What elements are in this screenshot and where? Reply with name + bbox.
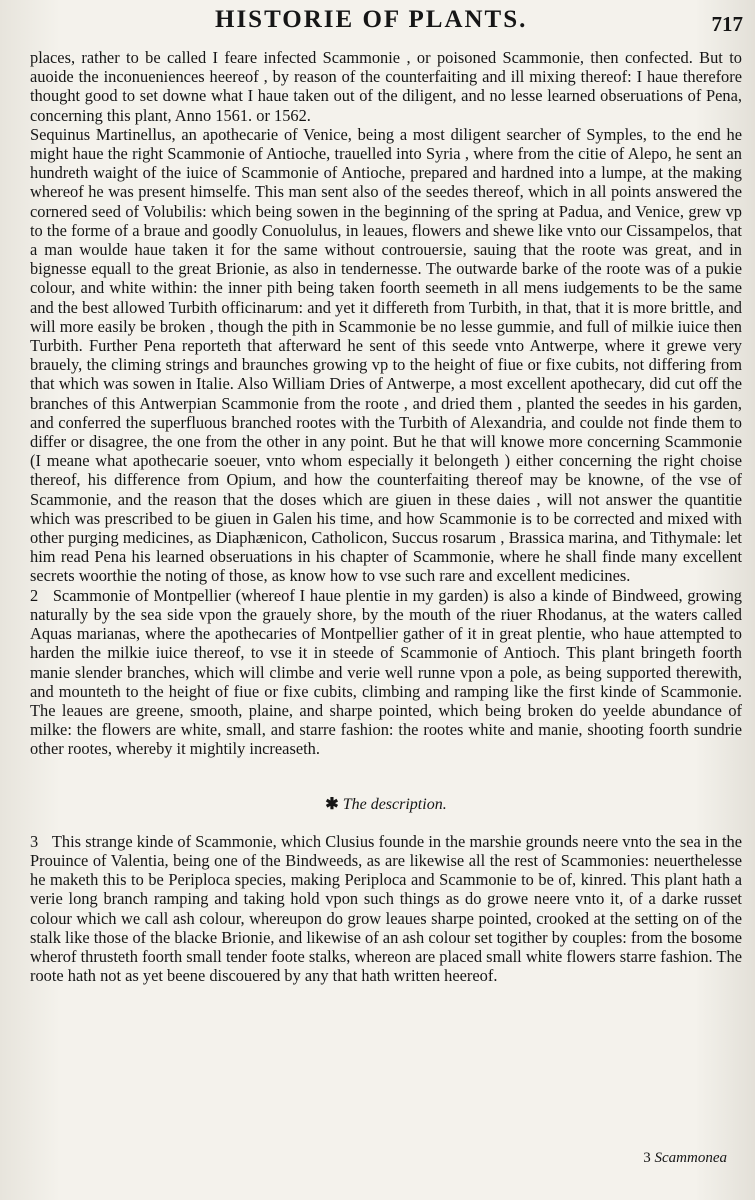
paragraph-number: 3: [30, 831, 39, 851]
catchword-word: Scammonea: [654, 1150, 727, 1166]
paragraph-text: This strange kinde of Scammonie, which Clusius founde in the marshie grounds neere vnto the sea in the Prouince of Valentia, being one of the Bindweeds, as are likewise all the rest of Scammonies: neuerthelesse he maketh this to be Periploca species, making Periploca and Scammonie to be of, kinred. This plant hath a verie long branch ramping and taking hold vpon such things as do growe neere vnto it, of a darke russet colour which we call ash colour, whereupon do grow leaues sharpe pointed, crooked at the setting on of the stalk like those of the blacke Brionie, and likewise of an ash colour set togither by couples: from the bosome wherof thrusteth foorth small tender foote stalks, whereon are placed small white flowers starre fashion. The roote hath not as yet beene discouered by any that hath written heereof.: [30, 831, 742, 986]
asterisk-ornament: ✱: [325, 795, 339, 813]
paragraph-text: Sequinus Martinellus, an apothecarie of Venice, being a most diligent searcher of Symples, to the end he might haue the right Scammonie of Antioche, trauelled into Syria , where from the citie of Alepo, he sent an hundreth waight of the iuice of Scammonie of Antioche, prepared and hardned into a lumpe, at the making whereof he was present himselfe. This man sent also of the seedes thereof, which in all points answered the cornered seed of Volubilis: which being sowen in the beginning of the spring at Padua, and Venice, grew vp to the forme of a braue and goodly Conuolulus, in leaues, flowers and shewe like vnto our Cissampelos, that a man woulde haue taken it for the same without controuersie, sauing that the roote was great, and in bignesse equall to the great Brionie, as also in tendernesse. The outwarde barke of the roote was of a pukie colour, and white within: the inner pith being taken foorth seemeth in all mens iudgements to be the same and the best allowed Turbith officinarum: and yet it differeth from Turbith, in that, that it is more brittle, and will more easily be broken , though the pith in Scammonie be no lesse gummie, and full of milkie iuice then Turbith. Further Pena reporteth that afterward he sent of this seede vnto Antwerpe, where it grewe very brauely, the climing strings and braunches growing vp to the height of fiue or fixe cubits, not differing from that which was sowen in Italie. Also William Dries of Antwerpe, a most excellent apothecary, did cut off the branches of this Antwerpian Scammonie from the roote , and dried them , planted the seedes in his garden, and conferred the superfluous branched rootes with the Turbith of Alexandria, and coulde not finde them to differ or disagree, the one from the other in any point. But he that will knowe more concerning Scammonie (I meane what apothecarie soeuer, vnto whom especially it belongeth ) either concerning the right choise thereof, his difference from Opium, and how the counterfaiting thereof may be knowne, of the vse of Scammonie, and the reason that the doses which are giuen in these daies , will not answer the quantitie which was prescribed to be giuen in Galen his time, and how Scammonie is to be corrected and mixed with other purging medicines, as Diaphænicon, Catholicon, Succus rosarum , Brassica marina, and Tithymale: let him read Pena his learned obseruations in his chapter of Scammonie, where he shall finde many excellent secrets woorthie the noting of those, as know how to vse such rare and excellent medicines.: [30, 124, 742, 586]
page-number: 717: [711, 12, 743, 36]
paragraph: [30, 586, 742, 759]
paragraph-number: 2: [30, 585, 39, 605]
paragraph-text: Scammonie of Montpellier (whereof I haue plentie in my garden) is also a kinde of Bindweed, growing naturally by the sea side vpon the grauely shore, by the mouth of the riuer Rhodanus, at the waters called Aquas marianas, where the apothecaries of Montpellier gather of it in great plentie, who haue attempted to harden the milkie iuice thereof, to vse it in steede of Scammonie of Antioch. This plant bringeth foorth manie slender branches, which will climbe and verie well runne vpon a pole, as being supported therewith, and mounteth to the height of fiue or fixe cubits, climbing and ramping like the first kinde of Scammonie. The leaues are greene, smooth, plaine, and sharpe pointed, which being broken do yeelde abundance of milke: the flowers are white, small, and starre fashion: the rootes white and manie, shooting foorth sundrie other rootes, whereby it mightily increaseth.: [30, 585, 742, 759]
page-header: [0, 6, 755, 40]
paragraph-text: places, rather to be called I feare infected Scammonie , or poisoned Scammonie, then confected. But to auoide the inconueniences heereof , by reason of the counterfaiting and ill mixing thereof: I haue therefore thought good to set downe what I haue taken out of the diligent, and no lesse learned obseruations of Pena, concerning this plant, Anno 1561. or 1562.: [30, 48, 742, 125]
catchword-number: 3: [643, 1150, 651, 1166]
running-head: HISTORIE OF PLANTS.: [215, 6, 528, 33]
section-heading-label: The description.: [342, 795, 447, 813]
body-text: [30, 48, 742, 985]
paragraph: [30, 125, 742, 586]
section-heading: [30, 795, 742, 814]
paragraph: [30, 832, 742, 986]
paragraph: [30, 48, 742, 125]
catchword: [643, 1150, 727, 1167]
